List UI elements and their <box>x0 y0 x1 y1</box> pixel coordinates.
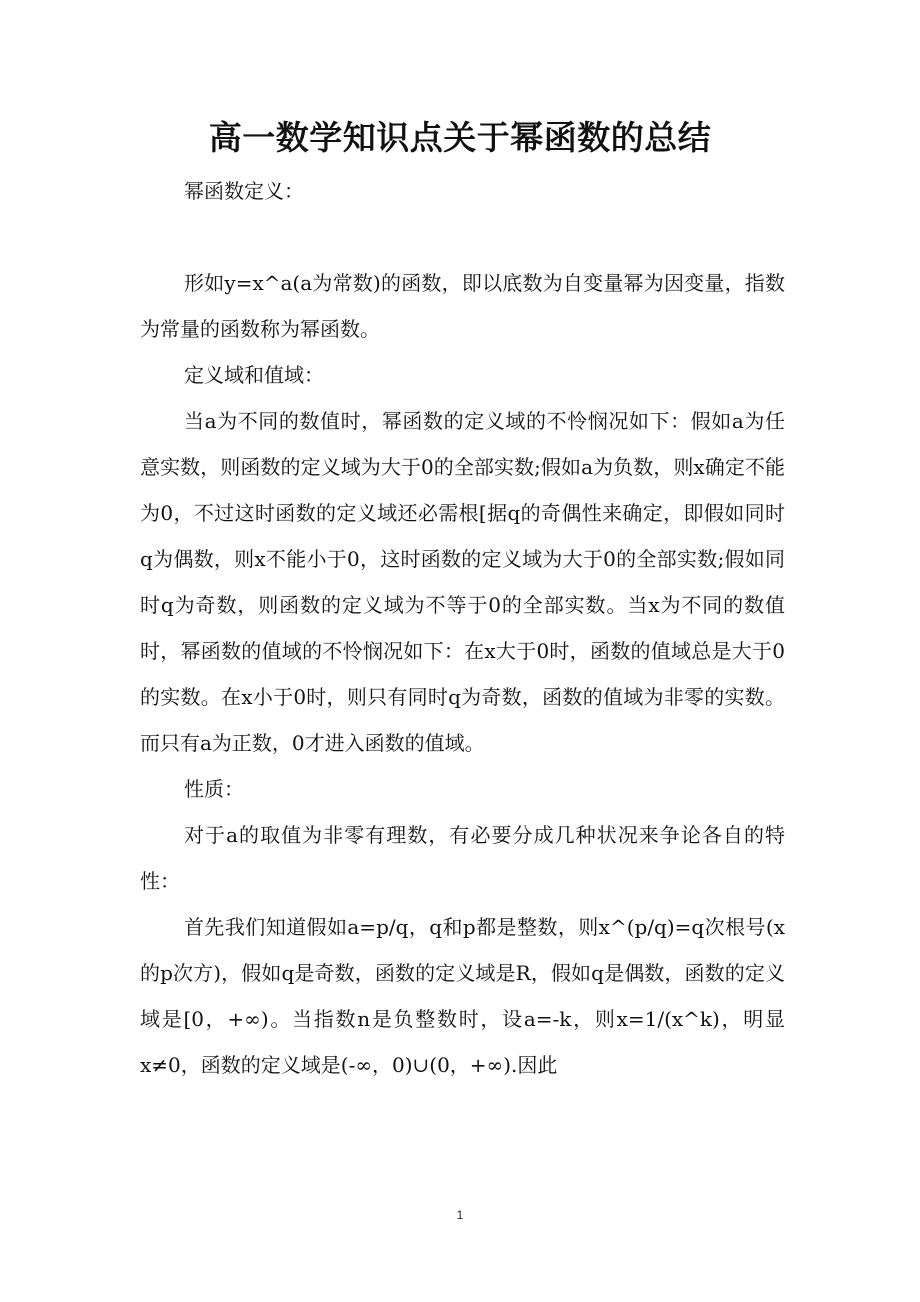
paragraph-properties-heading: 性质： <box>184 777 244 801</box>
page-number: 1 <box>456 1208 464 1222</box>
paragraph-definition: 形如y=x^a(a为常数)的函数，即以底数为自变量幂为因变量，指数为常量的函数称为幂函数。 <box>140 271 785 341</box>
paragraph-domain-heading: 定义域和值域： <box>184 363 324 387</box>
paragraph-definition-heading: 幂函数定义： <box>184 179 304 203</box>
paragraph-properties-intro: 对于a的取值为非零有理数，有必要分成几种状况来争论各自的特性： <box>140 823 785 893</box>
document-title: 高一数学知识点关于幂函数的总结 <box>208 118 712 157</box>
document-body <box>140 168 785 1088</box>
paragraph-domain-range: 当a为不同的数值时，幂函数的定义域的不怜悯况如下：假如a为任意实数，则函数的定义域为大于0的全部实数;假如a为负数，则x确定不能为0，不过这时函数的定义域还必需根[据q的奇偶性来确定，即假如同时q为偶数，则x不能小于0，这时函数的定义域为大于0的全部实数;假如同时q为奇数，则函数的定义域为不等于0的全部实数。当x为不同的数值时，幂函数的值域的不怜悯况如下：在x大于0时，函数的值域总是大于0的实数。在x小于0时，则只有同时q为奇数，函数的值域为非零的实数。而只有a为正数，0才进入函数的值域。 <box>140 409 785 755</box>
paragraph-rational-exponent: 首先我们知道假如a=p/q，q和p都是整数，则x^(p/q)=q次根号(x的p次方)，假如q是奇数，函数的定义域是R，假如q是偶数，函数的定义域是[0，+∞)。当指数n是负整数时，设a=-k，则x=1/(x^k)，明显x≠0，函数的定义域是(-∞，0)∪(0，+∞).因此 <box>140 915 785 1077</box>
